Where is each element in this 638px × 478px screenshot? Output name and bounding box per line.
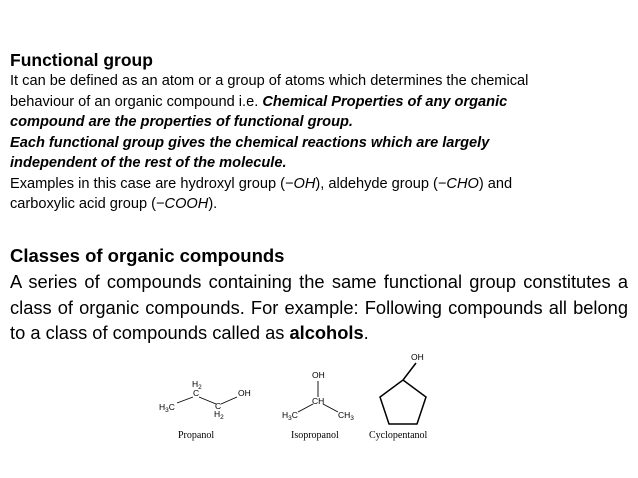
classes-paragraph: A series of compounds containing the same functional group constitutes a class of organic compounds. For example: Following compounds all belong to a class of compounds called as alcohols.: [10, 271, 628, 343]
isopropanol-oh: OH: [312, 370, 325, 380]
alcohols-term: alcohols: [289, 322, 364, 343]
def-line-7: carboxylic acid group (−COOH).: [10, 196, 218, 212]
def-line-4: Each functional group gives the chemical reactions which are largely: [10, 134, 490, 151]
propanol-oh: OH: [238, 388, 251, 398]
isopropanol-caption: Isopropanol: [291, 430, 339, 441]
def-line-5: independent of the rest of the molecule.: [10, 155, 287, 171]
propanol-c3-h2: $H_2$: [214, 409, 224, 421]
cyclopentanol-caption: Cyclopentanol: [369, 430, 428, 441]
classes-heading: Classes of organic compounds: [10, 245, 285, 266]
functional-group-heading: Functional group: [10, 50, 153, 70]
propanol-labels: [159, 379, 251, 421]
isopropanol-left-ch3: $H_3C$: [282, 410, 298, 422]
isopropanol-ch: CH: [312, 396, 325, 406]
propanol-c2: C: [193, 388, 200, 398]
def-line-2: behaviour of an organic compound i.e. Chemical Properties of any organic: [10, 93, 508, 110]
propanol-c2-h2: $H_2$: [192, 379, 202, 391]
propanol-caption: Propanol: [178, 430, 215, 441]
propanol-c3: C: [215, 401, 222, 411]
propanol-structure: [177, 397, 237, 404]
cyclopentanol-structure: [380, 363, 426, 424]
cyclopentanol-oh: OH: [411, 352, 424, 362]
def-line-6: Examples in this case are hydroxyl group (−OH), aldehyde group (−CHO) and: [10, 175, 513, 192]
isopropanol-labels: [282, 370, 354, 422]
def-line-1: It can be defined as an atom or a group of atoms which determines the chemical: [10, 73, 529, 89]
isopropanol-right-ch3: $CH_3$: [338, 410, 354, 422]
def-line-3: compound are the properties of functional group.: [10, 114, 353, 130]
propanol-ch3: $H_3C$: [159, 402, 175, 414]
